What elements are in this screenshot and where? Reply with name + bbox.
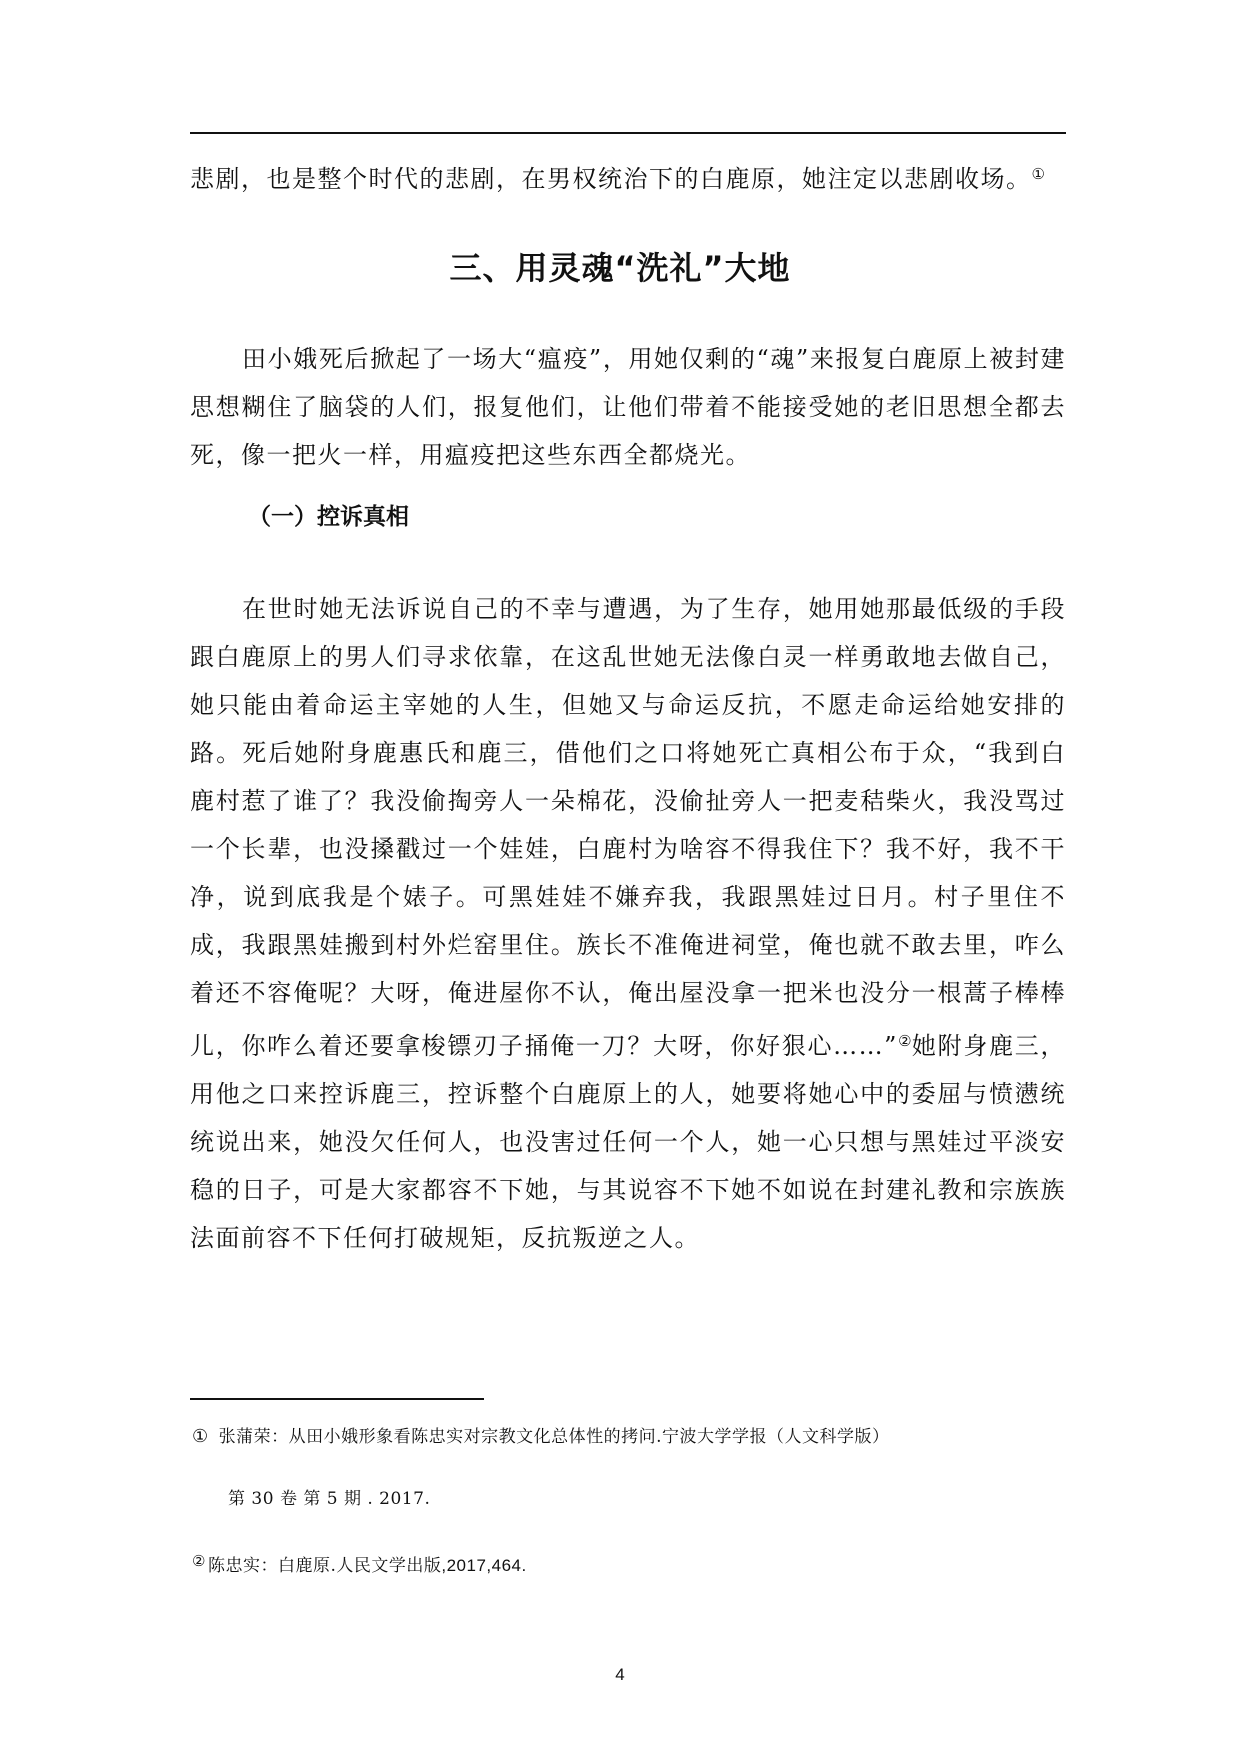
section-title: 三、用灵魂“洗礼”大地 [449, 249, 791, 287]
main-paragraph [190, 585, 1066, 1262]
intro-paragraph-block [190, 335, 1066, 479]
footnote-2-text: 陈忠实：白鹿原.人民文学出版 [207, 1556, 442, 1576]
footnote-1-continuation [228, 1484, 430, 1509]
footnote-ref-1[interactable]: ① [1031, 165, 1045, 183]
footnote-1 [192, 1422, 890, 1447]
main-paragraph-text-before: 在世时她无法诉说自己的不幸与遭遇，为了生存，她用她那最低级的手段跟白鹿原上的男人们寻求依靠，在这乱世她无法像白灵一样勇敢地去做自己，她只能由着命运主宰她的人生，但她又与命运反抗，不愿走命运给她安排的路。死后她附身鹿惠氏和鹿三，借他们之口将她死亡真相公布于众，“我到白鹿村惹了谁了？我没偷掏旁人一朵棉花，没偷扯旁人一把麦秸柴火，我没骂过一个长辈，也没搡戳过一个娃娃，白鹿村为啥容不得我住下？我不好，我不干净，说到底我是个婊子。可黑娃娃不嫌弃我，我跟黑娃过日月。村子里住不成，我跟黑娃搬到村外烂窑里住。族长不准俺进祠堂，俺也就不敢去里，咋么着还不容俺呢？大呀，俺进屋你不认，俺出屋没拿一把米也没分一根蒿子棒棒儿，你咋么着还要拿梭镖刃子捅俺一刀？大呀，你好狠心……” [190, 595, 1066, 1060]
footnote-2-mark: ② [192, 1552, 206, 1570]
opening-line-block [190, 150, 1066, 203]
opening-line [190, 150, 1066, 203]
subsection-title: （一）控诉真相 [248, 504, 409, 530]
footnote-1-mark: ① [192, 1426, 209, 1447]
footnote-1-line2: 第 30 卷 第 5 期 . 2017. [228, 1489, 431, 1509]
footnote-2-numbers: ,2017,464. [441, 1556, 527, 1575]
main-paragraph-block [190, 585, 1066, 1262]
header-rule [190, 132, 1066, 134]
opening-line-text: 悲剧，也是整个时代的悲剧，在男权统治下的白鹿原，她注定以悲剧收场。 [190, 165, 1032, 193]
page-number: 4 [615, 1665, 625, 1684]
footnote-1-line1: 张蒲荣：从田小娥形象看陈忠实对宗教文化总体性的拷问.宁波大学学报（人文科学版） [218, 1427, 890, 1447]
main-paragraph-text-after: 她附身鹿三，用他之口来控诉鹿三，控诉整个白鹿原上的人，她要将她心中的委屈与愤懑统统说出来，她没欠任何人，也没害过任何一个人，她一心只想与黑娃过平淡安稳的日子，可是大家都容不下她，与其说容不下她不如说在封建礼教和宗族族法面前容不下任何打破规矩，反抗叛逆之人。 [190, 1032, 1066, 1252]
footnote-ref-2[interactable]: ② [897, 1032, 912, 1050]
intro-paragraph: 田小娥死后掀起了一场大“瘟疫”，用她仅剩的“魂”来报复白鹿原上被封建思想糊住了脑袋的人们，报复他们，让他们带着不能接受她的老旧思想全都去死，像一把火一样，用瘟疫把这些东西全都烧光。 [190, 345, 1066, 469]
footnote-separator [190, 1398, 484, 1400]
footnote-2 [192, 1551, 527, 1576]
